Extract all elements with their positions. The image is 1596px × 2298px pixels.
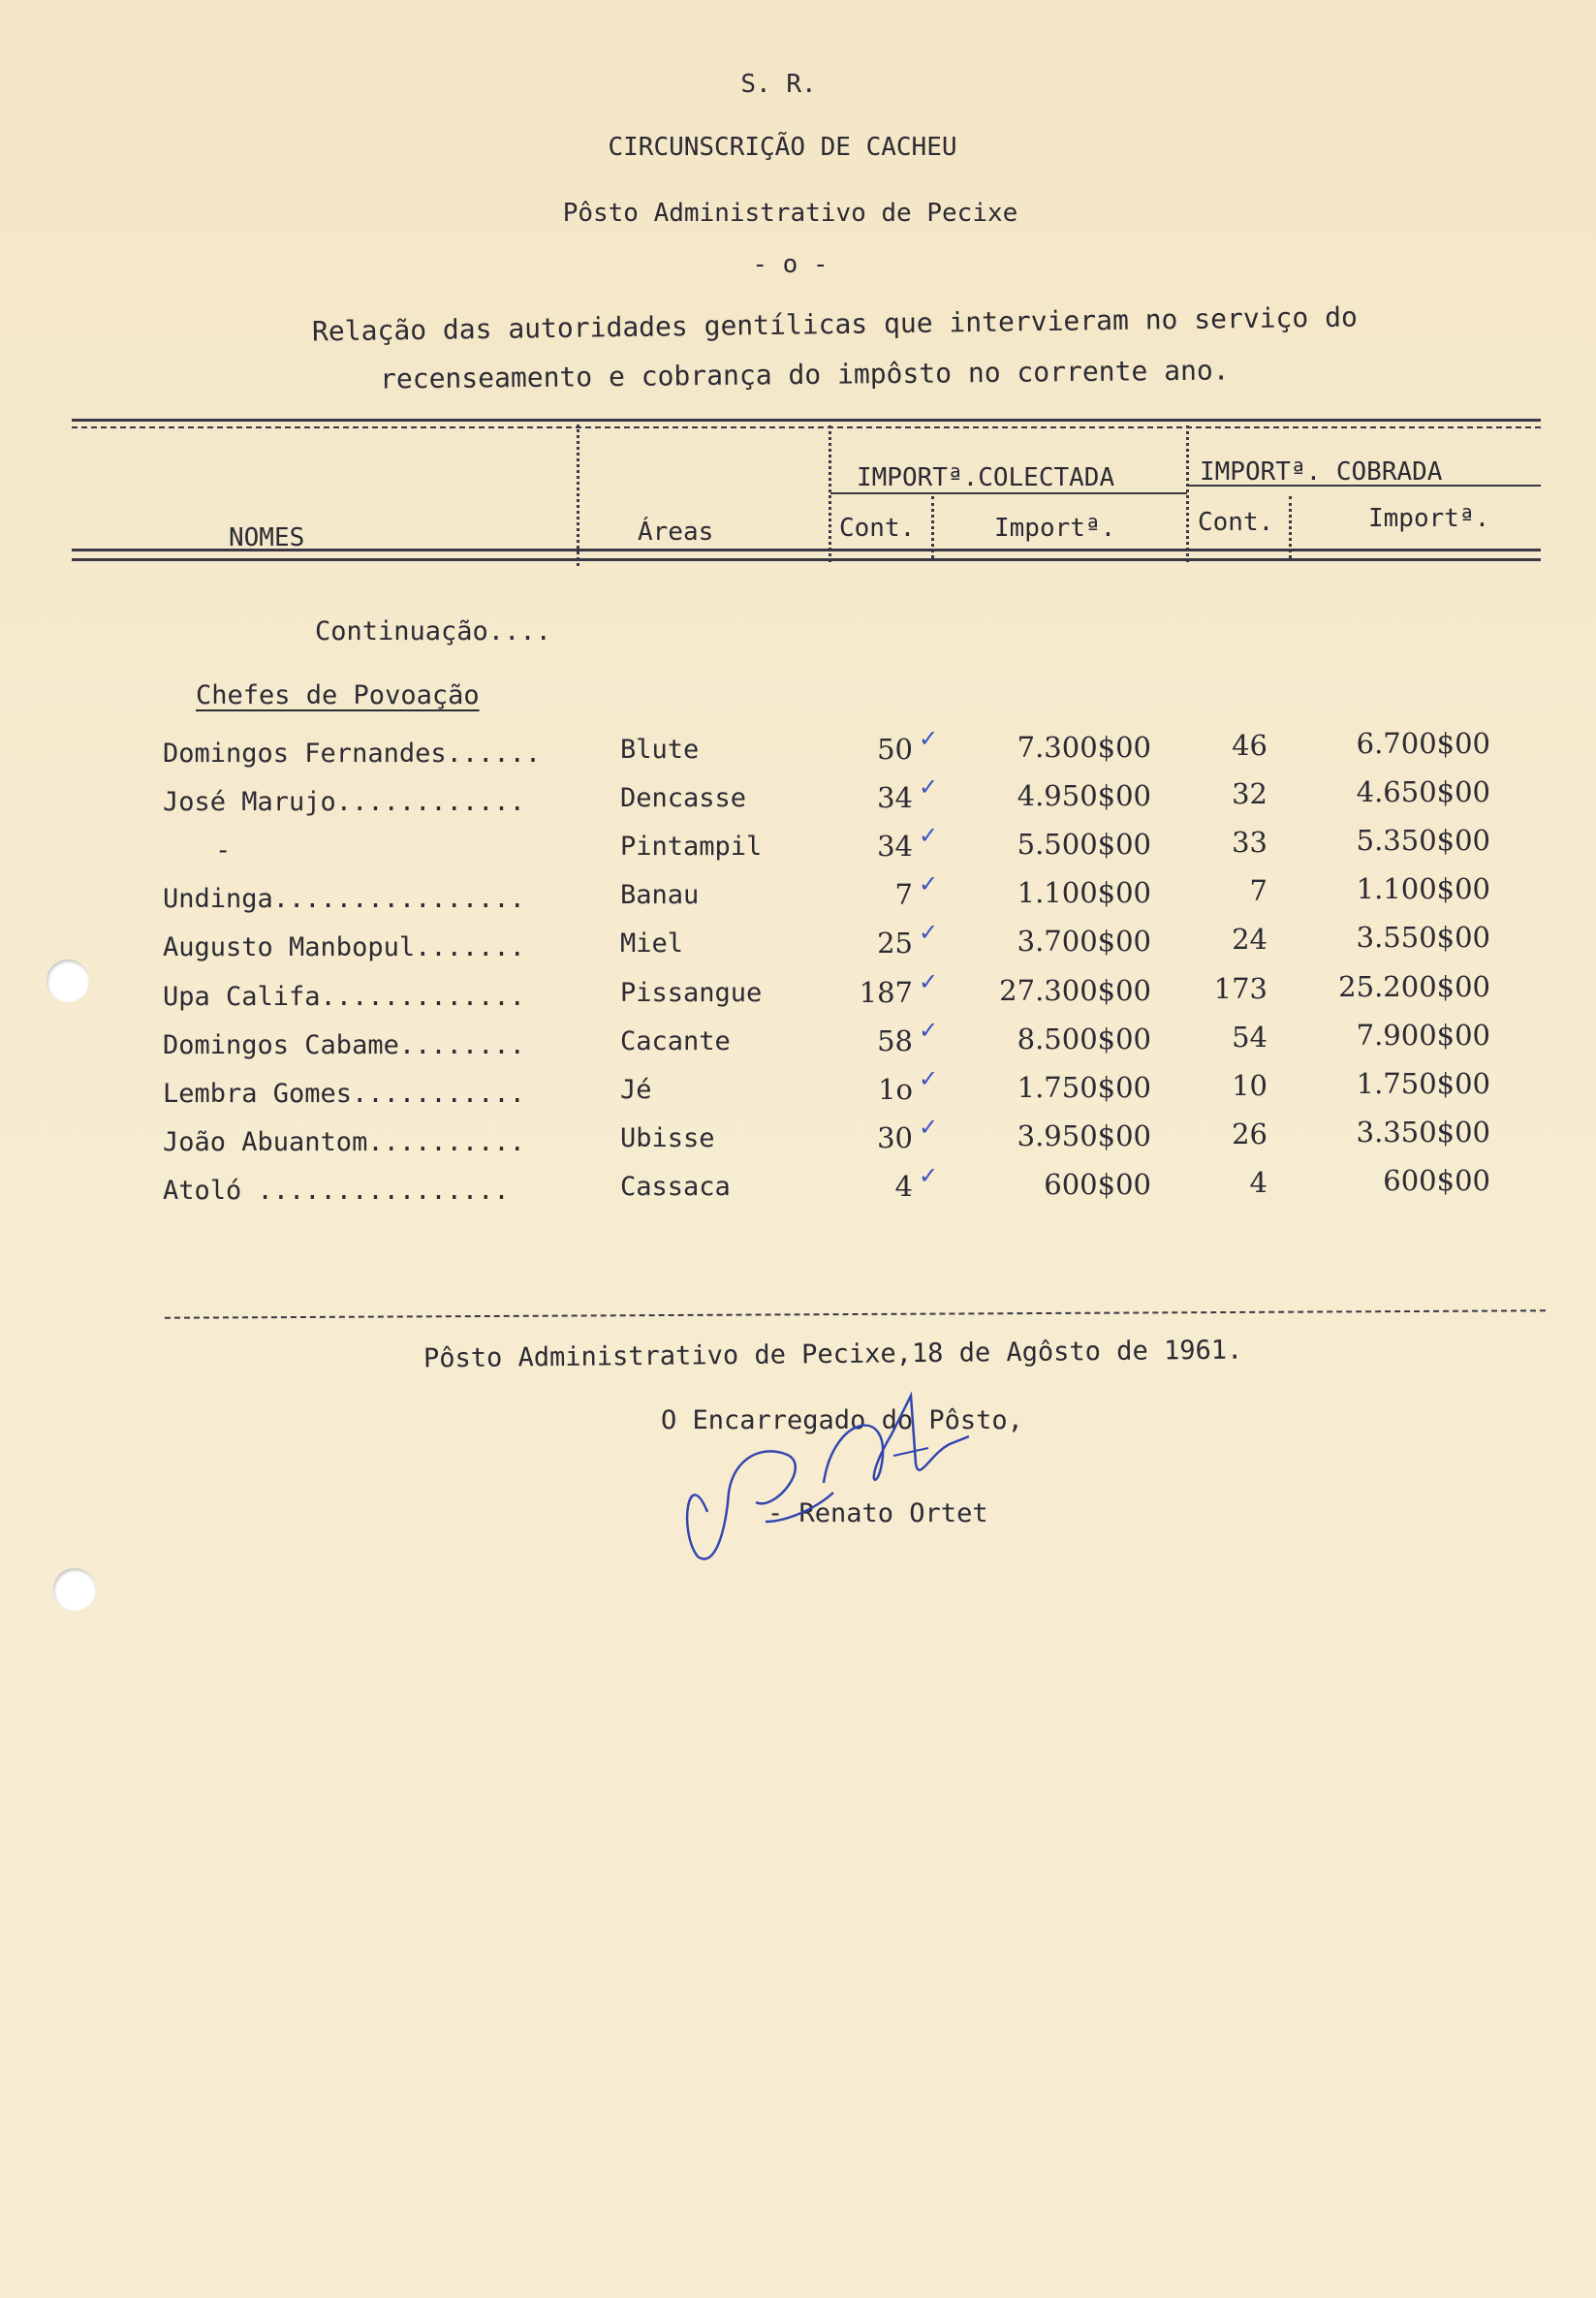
row-import-cobrada: 4.650$00	[1356, 775, 1490, 808]
row-area: Blute	[620, 735, 700, 765]
row-import-cobrada: 3.550$00	[1356, 921, 1490, 954]
checkmark-icon: ✓	[919, 919, 939, 946]
row-cont-colectada: 34	[877, 830, 913, 863]
row-cont-colectada: 1o	[878, 1073, 913, 1106]
row-nome: João Abuantom..........	[163, 1127, 525, 1157]
row-import-cobrada: 5.350$00	[1356, 824, 1490, 857]
row-import-cobrada: 1.750$00	[1356, 1067, 1490, 1100]
row-import-colectada: 7.300$00	[1017, 731, 1151, 764]
row-cont-cobrada: 46	[1232, 729, 1267, 762]
header-group-colectada: IMPORTª.COLECTADA	[857, 463, 1115, 492]
header-posto: Pôsto Administrativo de Pecixe	[562, 199, 1018, 228]
header-cont-colectada: Cont.	[839, 514, 916, 543]
checkmark-icon: ✓	[919, 1114, 939, 1141]
checkmark-icon: ✓	[919, 822, 939, 849]
row-nome: José Marujo............	[163, 787, 525, 817]
row-import-colectada: 1.100$00	[1017, 876, 1151, 909]
checkmark-icon: ✓	[919, 1065, 939, 1092]
punch-hole-bottom	[53, 1568, 96, 1611]
intro-line-2: recenseamento e cobrança do impôsto no corrente ano.	[379, 354, 1230, 395]
header-circunscricao: CIRCUNSCRIÇÃO DE CACHEU	[608, 133, 957, 162]
table-top-rule-2	[72, 426, 1541, 428]
row-nome: Upa Califa.............	[163, 982, 525, 1012]
continuacao-label: Continuação....	[315, 616, 551, 646]
punch-hole-top	[47, 960, 89, 1002]
row-import-colectada: 1.750$00	[1017, 1071, 1151, 1104]
row-area: Dencasse	[620, 783, 747, 813]
row-cont-cobrada: 4	[1249, 1166, 1267, 1199]
checkmark-icon: ✓	[919, 870, 939, 897]
row-area: Cacante	[620, 1026, 731, 1056]
row-nome: Undinga................	[163, 884, 525, 914]
header-cont-cobrada: Cont.	[1198, 508, 1274, 537]
row-cont-colectada: 7	[894, 878, 913, 911]
checkmark-icon: ✓	[919, 1162, 939, 1189]
row-cont-colectada: 58	[877, 1024, 913, 1057]
row-cont-cobrada: 173	[1213, 972, 1267, 1005]
checkmark-icon: ✓	[919, 968, 939, 995]
row-cont-colectada: 187	[859, 976, 913, 1009]
header-import-colectada: Importª.	[994, 514, 1116, 543]
row-import-cobrada: 7.900$00	[1356, 1019, 1490, 1052]
group-divider-colectada	[830, 492, 1187, 494]
row-cont-cobrada: 26	[1232, 1118, 1267, 1150]
intro-line-1: Relação das autoridades gentílicas que intervieram no serviço do	[311, 300, 1359, 348]
row-area: Cassaca	[620, 1172, 731, 1202]
row-area: Pissangue	[620, 978, 763, 1008]
row-import-colectada: 3.950$00	[1017, 1119, 1151, 1152]
row-import-colectada: 8.500$00	[1017, 1023, 1151, 1055]
row-area: Banau	[620, 880, 700, 910]
row-cont-colectada: 34	[877, 781, 913, 814]
row-nome: Augusto Manbopul.......	[163, 932, 525, 962]
header-sr: S. R.	[740, 70, 817, 99]
row-nome: Atoló ................	[163, 1176, 510, 1206]
row-import-cobrada: 3.350$00	[1356, 1116, 1490, 1149]
row-cont-colectada: 30	[877, 1121, 913, 1154]
row-cont-cobrada: 54	[1232, 1021, 1267, 1054]
section-title: Chefes de Povoação	[196, 680, 480, 710]
row-import-cobrada: 6.700$00	[1356, 727, 1490, 760]
row-cont-cobrada: 33	[1232, 826, 1267, 859]
checkmark-icon: ✓	[919, 1017, 939, 1044]
row-cont-colectada: 4	[894, 1170, 913, 1203]
row-cont-cobrada: 24	[1232, 923, 1267, 956]
row-import-colectada: 27.300$00	[999, 974, 1151, 1007]
row-import-colectada: 3.700$00	[1017, 925, 1151, 958]
row-import-cobrada: 25.200$00	[1338, 970, 1490, 1003]
row-import-colectada: 5.500$00	[1017, 828, 1151, 861]
signature-image	[669, 1376, 998, 1570]
table-top-rule	[72, 419, 1541, 422]
header-import-cobrada: Importª.	[1368, 504, 1490, 533]
row-import-colectada: 4.950$00	[1017, 779, 1151, 812]
header-separator: - o -	[752, 250, 829, 279]
row-cont-cobrada: 7	[1249, 874, 1267, 907]
header-nomes: NOMES	[229, 523, 305, 552]
col-divider-areas	[829, 419, 831, 562]
row-cont-colectada: 50	[877, 733, 913, 766]
footer-place-date: Pôsto Administrativo de Pecixe,18 de Agôsto de 1961.	[422, 1335, 1243, 1374]
checkmark-icon: ✓	[919, 773, 939, 801]
row-nome: Domingos Fernandes......	[163, 739, 542, 769]
row-cont-cobrada: 10	[1232, 1069, 1267, 1102]
row-nome: Domingos Cabame........	[163, 1030, 525, 1060]
row-area: Jé	[620, 1075, 652, 1105]
header-areas: Áreas	[638, 518, 714, 547]
row-cont-colectada: 25	[877, 927, 913, 960]
col-divider-cont-cob	[1289, 496, 1292, 558]
col-divider-nomes	[577, 425, 579, 566]
footer-encarregado: O Encarregado do Pôsto,	[661, 1405, 1023, 1435]
row-area: Pintampil	[620, 832, 763, 862]
row-area: Ubisse	[620, 1123, 715, 1153]
row-cont-cobrada: 32	[1232, 777, 1267, 810]
row-nome: Lembra Gomes...........	[163, 1079, 525, 1109]
col-divider-cont-col	[931, 496, 934, 558]
footer-signatory: - Renato Ortet	[767, 1498, 988, 1528]
row-import-colectada: 600$00	[1044, 1168, 1151, 1201]
header-group-cobrada: IMPORTª. COBRADA	[1200, 457, 1443, 487]
row-import-cobrada: 600$00	[1383, 1164, 1490, 1197]
col-divider-colectada	[1186, 419, 1189, 562]
row-import-cobrada: 1.100$00	[1356, 872, 1490, 905]
table-header-bottom-rule-2	[72, 558, 1541, 561]
row-area: Miel	[620, 929, 684, 959]
row-nome: -	[215, 835, 232, 866]
checkmark-icon: ✓	[919, 725, 939, 752]
